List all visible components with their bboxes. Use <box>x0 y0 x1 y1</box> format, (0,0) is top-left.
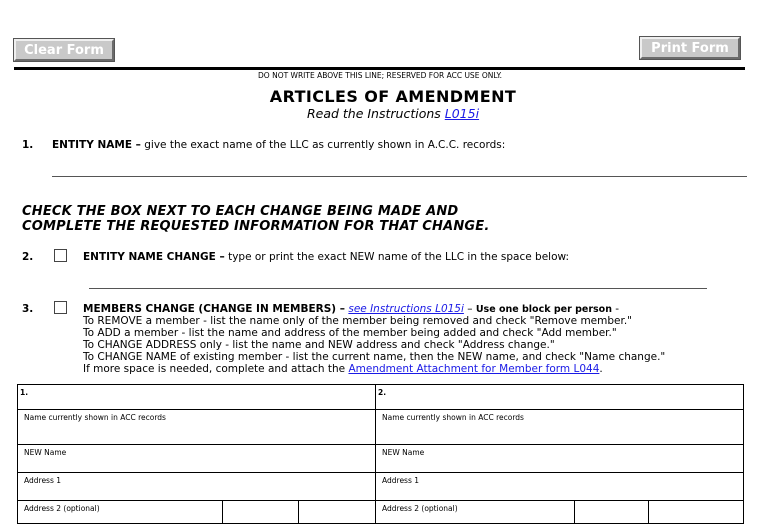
item-1-label: ENTITY NAME – <box>52 139 141 151</box>
member-block-1-header: 1. <box>17 384 376 410</box>
instruction-add: To ADD a member - list the name and address of the member being added and check "Add member." <box>83 327 617 339</box>
instructions-reference <box>0 106 760 121</box>
reserved-notice: DO NOT WRITE ABOVE THIS LINE; RESERVED FOR ACC USE ONLY. <box>258 71 502 80</box>
entity-name-change-checkbox[interactable] <box>54 249 67 262</box>
item-3-heading <box>83 303 619 315</box>
instruction-address: To CHANGE ADDRESS only - list the name and NEW address and check "Address change." <box>83 339 555 351</box>
member-1-address1-field[interactable]: Address 1 <box>17 472 376 501</box>
member-2-new-name-field[interactable]: NEW Name <box>375 444 744 473</box>
member-2-address1-field[interactable]: Address 1 <box>375 472 744 501</box>
more-space-prefix: If more space is needed, complete and attach the <box>83 363 349 375</box>
instruction-remove: To REMOVE a member - list the name only of the member being removed and check "Remove member." <box>83 315 633 327</box>
member-1-address2-field[interactable]: Address 2 (optional) <box>17 500 223 524</box>
member-1-address2-cell-c[interactable] <box>298 500 376 524</box>
member-2-address2-cell-c[interactable] <box>648 500 744 524</box>
item-3-block-note: Use one block per person <box>475 304 612 315</box>
item-3-label: MEMBERS CHANGE (CHANGE IN MEMBERS) – <box>83 303 346 315</box>
instruction-more-space <box>83 363 603 375</box>
item-3-number: 3. <box>22 303 34 315</box>
item-2-number: 2. <box>22 251 34 263</box>
member-2-address2-cell-b[interactable] <box>574 500 649 524</box>
item-1-number: 1. <box>22 139 34 151</box>
item-1-instruction: give the exact name of the LLC as currently shown in A.C.C. records: <box>140 139 506 151</box>
notice-line-2: COMPLETE THE REQUESTED INFORMATION FOR THAT CHANGE. <box>22 219 490 234</box>
member-1-new-name-field[interactable]: NEW Name <box>17 444 376 473</box>
clear-form-button[interactable] <box>14 39 114 61</box>
member-1-address2-cell-b[interactable] <box>222 500 299 524</box>
instructions-link[interactable]: L015i <box>444 106 480 121</box>
member-1-current-name-field[interactable]: Name currently shown in ACC records <box>17 409 376 445</box>
clear-form-label: Clear Form <box>24 42 104 58</box>
member-block-2-header: 2. <box>375 384 744 410</box>
member-2-current-name-field[interactable]: Name currently shown in ACC records <box>375 409 744 445</box>
instructions-prefix: Read the Instructions <box>306 106 445 121</box>
header-divider <box>14 67 745 70</box>
notice-line-1: CHECK THE BOX NEXT TO EACH CHANGE BEING MADE AND <box>22 204 459 219</box>
member-2-address2-field[interactable]: Address 2 (optional) <box>375 500 575 524</box>
instruction-name-change: To CHANGE NAME of existing member - list the current name, then the NEW name, and check "Name change." <box>83 351 666 363</box>
page-title: ARTICLES OF AMENDMENT <box>269 87 517 106</box>
item-2-label: ENTITY NAME CHANGE – <box>83 251 225 263</box>
item-2-instruction: type or print the exact NEW name of the LLC in the space below: <box>224 251 570 263</box>
item-1-text <box>52 139 505 151</box>
print-form-button[interactable] <box>640 37 740 59</box>
item-3-tail: - <box>611 303 620 315</box>
item-2-text <box>83 251 569 263</box>
more-space-suffix: . <box>599 363 603 375</box>
entity-name-field[interactable] <box>52 176 747 177</box>
new-entity-name-field[interactable] <box>89 288 707 289</box>
item-3-instructions-link[interactable]: see Instructions L015i <box>348 303 464 315</box>
print-form-label: Print Form <box>651 40 729 56</box>
amendment-attachment-link[interactable]: Amendment Attachment for Member form L044 <box>348 363 600 375</box>
item-3-dash: – <box>463 303 476 315</box>
members-change-checkbox[interactable] <box>54 301 67 314</box>
